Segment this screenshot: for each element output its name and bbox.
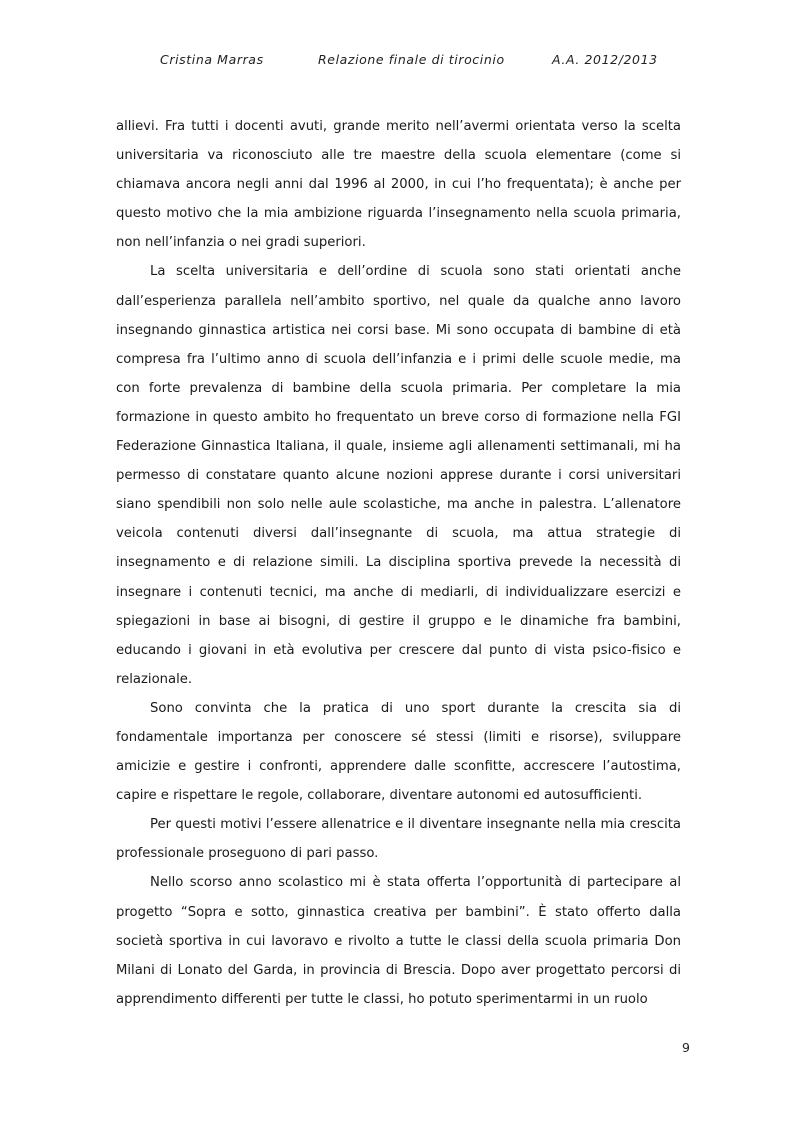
running-header [150,52,670,72]
body-text [116,112,681,1014]
page-number: 9 [682,1040,690,1055]
paragraph-3: Sono convinta che la pratica di uno sport durante la crescita sia di fondamentale importanza per conoscere sé stessi (limiti e risorse), sviluppare amicizie e gestire i confronti, apprendere dalle sconfitte, accrescere l’autostima, capire e rispettare le regole, collaborare, diventare autonomi ed autosufficienti. [116,700,681,804]
paragraph-5: Nello scorso anno scolastico mi è stata offerta l’opportunità di partecipare al progetto “Sopra e sotto, ginnastica creativa per bambini”. È stato offerto dalla società sportiva in cui lavoravo e rivolto a tutte le classi della scuola primaria Don Milani di Lonato del Garda, in provincia di Brescia. Dopo aver progettato percorsi di apprendimento differenti per tutte le classi, ho potuto sperimentarmi in un ruolo [116,875,681,1007]
paragraph-1: allievi. Fra tutti i docenti avuti, grande merito nell’avermi orientata verso la scelta universitaria va riconosciuto alle tre maestre della scuola elementare (come si chiamava ancora negli anni dal 1996 al 2000, in cui l’ho frequentata); è anche per questo motivo che la mia ambizione riguarda l’insegnamento nella scuola primaria, non nell’infanzia o nei gradi superiori. [116,119,681,251]
header-academic-year: A.A. 2012/2013 [552,52,658,67]
paragraph-4: Per questi motivi l’essere allenatrice e il diventare insegnante nella mia crescita professionale proseguono di pari passo. [116,817,681,862]
header-title: Relazione finale di tirocinio [318,52,505,67]
header-author: Cristina Marras [160,52,264,67]
paragraph-2: La scelta universitaria e dell’ordine di scuola sono stati orientati anche dall’esperienza parallela nell’ambito sportivo, nel quale da qualche anno lavoro insegnando ginnastica artistica nei corsi base. Mi sono occupata di bambine di età compresa fra l’ultimo anno di scuola dell’infanzia e i primi delle scuole medie, ma con forte prevalenza di bambine della scuola primaria. Per completare la mia formazione in questo ambito ho frequentato un breve corso di formazione nella FGI Federazione Ginnastica Italiana, il quale, insieme agli allenamenti settimanali, mi ha permesso di constatare quanto alcune nozioni apprese durante i corsi universitari siano spendibili non solo nelle aule scolastiche, ma anche in palestra. L’allenatore veicola contenuti diversi dall’insegnante di scuola, ma attua strategie di insegnamento e di relazione simili. La disciplina sportiva prevede la necessità di insegnare i contenuti tecnici, ma anche di mediarli, di individualizzare esercizi e spiegazioni in base ai bisogni, di gestire il gruppo e le dinamiche fra bambini, educando i giovani in età evolutiva per crescere dal punto di vista psico-fisico e relazionale. [116,264,681,687]
